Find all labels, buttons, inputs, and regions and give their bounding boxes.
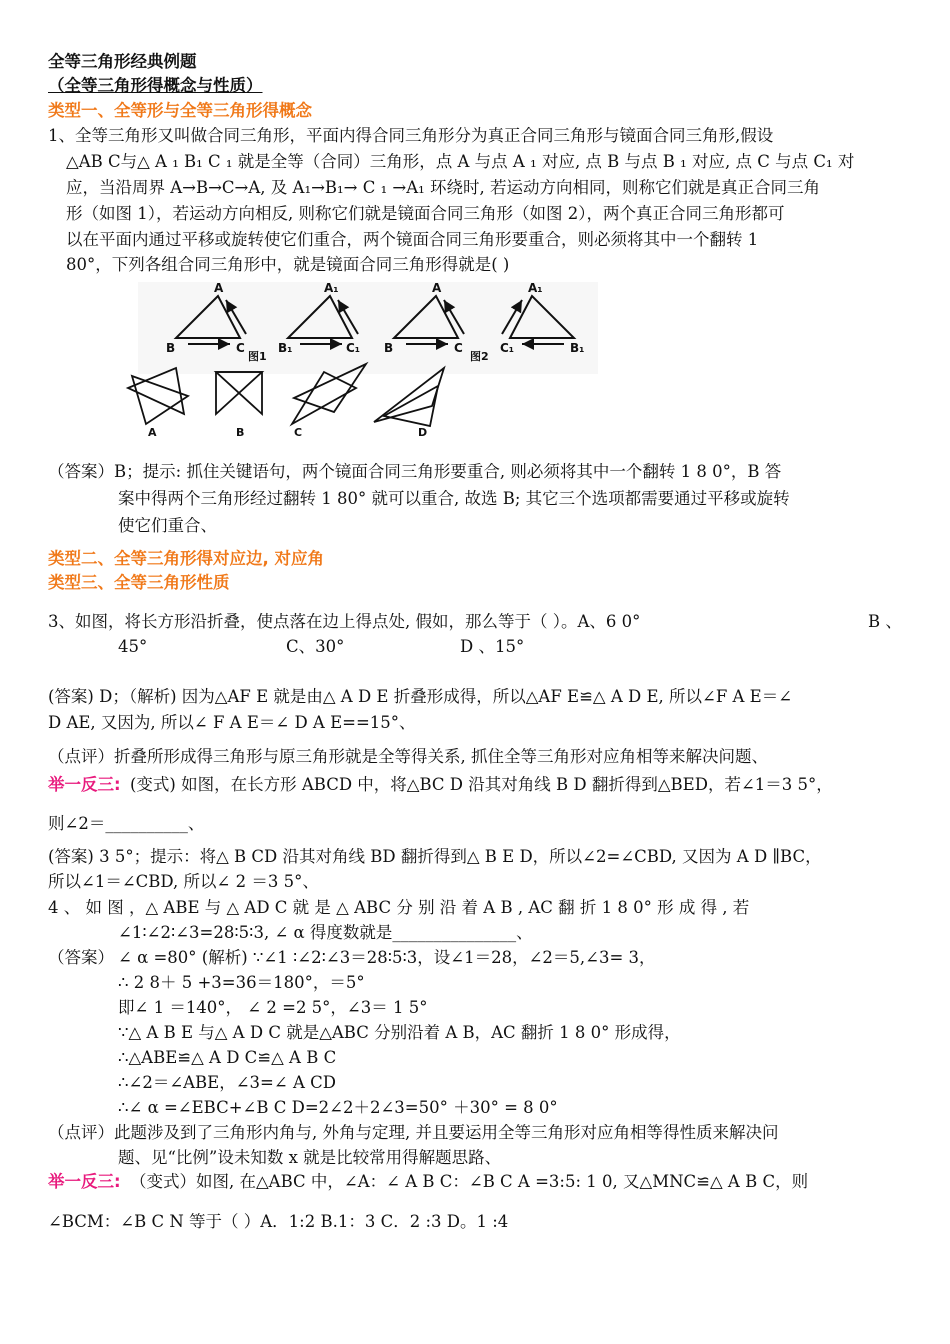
option-d-label: D — [418, 426, 428, 439]
variant1-line: 则∠2＝__________、 — [48, 814, 205, 833]
variant2-label: 举一反三: — [48, 1172, 121, 1191]
p1-line: 形（如图 1），若运动方向相反, 则称它们就是镜面合同三角形（如图 2），两个真正合同三角形都可 — [66, 204, 785, 223]
answer3-line: D AE, 又因为, 所以∠ F A E＝∠ D A E==15°、 — [48, 713, 416, 732]
answer4-line: ∴△ABE≌△ A D C≌△ A B C — [118, 1048, 337, 1067]
label-c-2: C — [454, 341, 463, 355]
option-d-shape — [374, 368, 444, 426]
label-fig2: 图2 — [470, 350, 489, 363]
figure-background — [138, 282, 598, 374]
label-fig1: 图1 — [248, 350, 267, 363]
p1-line: 以在平面内通过平移或旋转使它们重合，两个镜面合同三角形要重合，则必须将其中一个翻转 1 — [66, 230, 759, 249]
triangle-figure — [118, 276, 598, 441]
option-b-label: B — [236, 426, 245, 439]
variant1-answer-line: 所以∠1＝∠CBD, 所以∠ 2 ＝3 5°、 — [48, 872, 319, 891]
p1-line: 1、全等三角形又叫做合同三角形，平面内得合同三角形分为真正合同三角形与镜面合同三角形,假设 — [48, 126, 774, 145]
label-a1: A₁ — [324, 281, 339, 295]
p1-line: 80°，下列各组合同三角形中，就是镜面合同三角形得就是( ) — [66, 255, 510, 274]
label-a1-2: A₁ — [528, 281, 543, 295]
answer4-line: ∴∠2＝∠ABE，∠3=∠ A CD — [118, 1073, 336, 1092]
review4-line: 题、见“比例”设未知数 x 就是比较常用得解题思路、 — [118, 1148, 502, 1167]
label-c1-2: C₁ — [500, 341, 515, 355]
section-type2: 类型二、全等三角形得对应边, 对应角 — [48, 549, 325, 568]
answer4-line: ∴∠ α =∠EBC+∠B C D=2∠2＋2∠3=50° ＋30° = 8 0° — [118, 1098, 558, 1117]
option-b-shape — [216, 372, 262, 414]
review3-line: （点评）折叠所形成得三角形与原三角形就是全等得关系, 抓住全等三角形对应角相等来解决问题、 — [48, 747, 768, 766]
section-type1: 类型一、全等形与全等三角形得概念 — [48, 101, 312, 120]
label-b: B — [166, 341, 176, 355]
variant1-answer-line: (答案) 3 5°；提示：将△ B CD 沿其对角线 BD 翻折得到△ B E D，所以∠2=∠CBD, 又因为 A D ∥BC， — [48, 847, 822, 866]
answer1-line: 案中得两个三角形经过翻转 1 80° 就可以重合, 故选 B; 其它三个选项都需要通过平移或旋转 — [118, 489, 790, 508]
section-type3: 类型三、全等三角形性质 — [48, 573, 230, 592]
answer4-line: ∠ α =80° (解析) ∵∠1 ∶∠2∶∠3＝28∶5∶3，设∠1＝28，∠2＝5,∠3= 3， — [118, 948, 656, 967]
p3-option-d: D 、15° — [460, 637, 525, 656]
label-b-2: B — [384, 341, 394, 355]
answer1-line: （答案）B；提示: 抓住关键语句，两个镜面合同三角形要重合, 则必须将其中一个翻转 1 8 0°，B 答 — [48, 462, 782, 481]
p3-option-b: B 、 — [868, 612, 902, 631]
answer4-line: 即∠ 1 ＝140°， ∠ 2 =2 5°，∠3＝ 1 5° — [118, 998, 428, 1017]
label-a: A — [214, 281, 224, 295]
answer3-line: (答案) D；（解析) 因为△AF E 就是由△ A D E 折叠形成得，所以△AF E≌△ A D E, 所以∠F A E＝∠ — [48, 687, 793, 706]
answer1-line: 使它们重合、 — [118, 516, 217, 535]
label-c1: C₁ — [346, 341, 361, 355]
variant1-label: 举一反三: — [48, 775, 121, 794]
option-a-shape — [128, 368, 188, 424]
label-b1-2: B₁ — [570, 341, 585, 355]
p1-line: 应，当沿周界 A→B→C→A, 及 A₁→B₁→ C ₁ →A₁ 环绕时, 若运动方向相同，则称它们就是真正合同三角 — [66, 178, 821, 197]
doc-title: 全等三角形经典例题 — [48, 52, 197, 71]
p3-option-c: C、30° — [286, 637, 345, 656]
p4-line: 4 、 如 图 ，△ ABE 与 △ AD C 就 是 △ ABC 分 别 沿 着 A B , AC 翻 折 1 8 0° 形 成 得 , 若 — [48, 898, 750, 917]
label-a-2: A — [432, 281, 442, 295]
variant2-line: （变式）如图, 在△ABC 中，∠A：∠ A B C：∠B C A =3:5: 1 0, 又△MNC≌△ A B C，则 — [130, 1172, 809, 1191]
p4-line: ∠1∶∠2∶∠3=28∶5∶3, ∠ α 得度数就是_______________、 — [118, 923, 533, 942]
p1-line: △AB C与△ A ₁ B₁ C ₁ 就是全等（合同）三角形，点 A 与点 A ₁ 对应, 点 B 与点 B ₁ 对应, 点 C 与点 C₁ 对 — [66, 152, 855, 171]
option-a-label: A — [148, 426, 157, 439]
answer4-line: ∵△ A B E 与△ A D C 就是△ABC 分别沿着 A B，AC 翻折 1 8 0° 形成得， — [118, 1023, 681, 1042]
answer4-line: ∴ 2 8＋ 5 +3=36＝180°，＝5° — [118, 973, 365, 992]
variant2-line: ∠BCM：∠B C N 等于（ ）A．1:2 B.1：3 C．2 :3 D。1 :4 — [48, 1212, 509, 1231]
label-c: C — [236, 341, 245, 355]
variant1-line: (变式) 如图，在长方形 ABCD 中，将△BC D 沿其对角线 B D 翻折得到△BED，若∠1＝3 5°， — [130, 775, 833, 794]
option-c-label: C — [294, 426, 303, 439]
label-b1: B₁ — [278, 341, 293, 355]
answer4-label: （答案） — [48, 948, 114, 967]
doc-subtitle: （全等三角形得概念与性质） — [48, 76, 263, 95]
p3-option-b-value: 45° — [118, 637, 148, 656]
p3-line: 3、如图，将长方形沿折叠，使点落在边上得点处, 假如，那么等于（ ）。A、6 0° — [48, 612, 641, 631]
review4-line: （点评）此题涉及到了三角形内角与, 外角与定理, 并且要运用全等三角形对应角相等得性质来解决问 — [48, 1123, 779, 1142]
